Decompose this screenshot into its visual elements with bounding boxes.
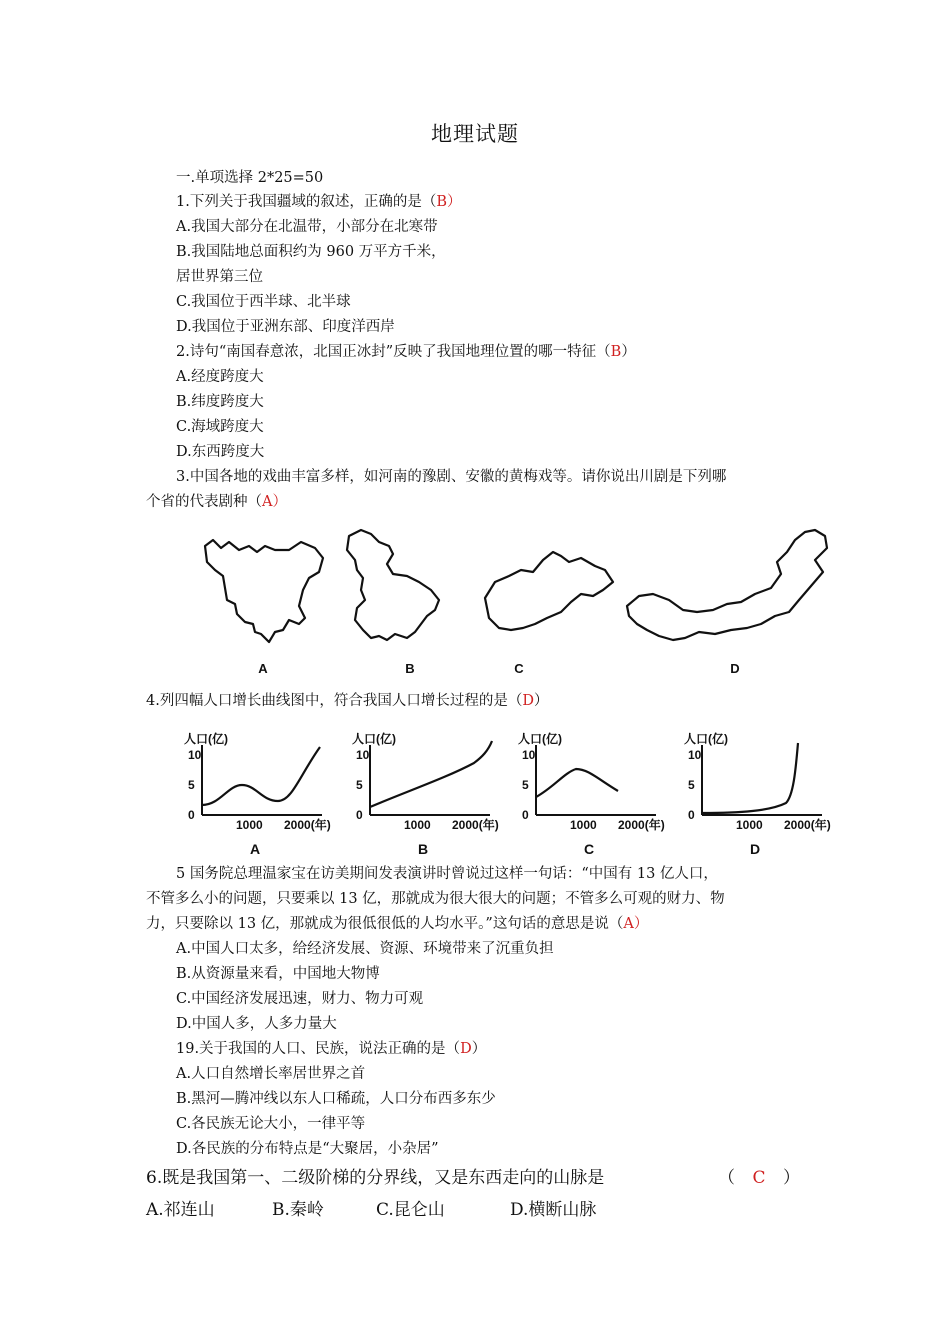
- q1-option-a: A.我国大部分在北温带，小部分在北寒带: [176, 219, 438, 235]
- graph-curve: [536, 769, 618, 797]
- graph-y-tick: 10: [522, 748, 536, 762]
- graph-x-tick: 1000: [236, 818, 263, 832]
- graph-x-tick: 1000: [404, 818, 431, 832]
- q5-option-c: C.中国经济发展迅速，财力、物力可观: [176, 991, 424, 1007]
- q19-option-d: D.各民族的分布特点是“大聚居，小杂居”: [176, 1141, 439, 1157]
- population-growth-graphs: [180, 715, 852, 860]
- graph-label-a: A: [250, 841, 261, 857]
- graph-x-tick: 2000(年): [618, 818, 665, 832]
- q2-option-c: C.海域跨度大: [176, 419, 264, 435]
- graph-y-tick: 5: [688, 778, 695, 792]
- q5-option-b: B.从资源量来看，中国地大物博: [176, 966, 380, 982]
- graph-curve: [702, 743, 798, 813]
- q2-stem: 2.诗句“南国春意浓，北国正冰封”反映了我国地理位置的哪一特征（B）: [176, 344, 636, 360]
- q2-option-b: B.纬度跨度大: [176, 394, 264, 410]
- q1-option-d: D.我国位于亚洲东部、印度洋西岸: [176, 319, 395, 335]
- q19-option-c: C.各民族无论大小，一律平等: [176, 1116, 366, 1132]
- q6-answer: C: [752, 1168, 766, 1188]
- map-label-a: A: [258, 661, 268, 676]
- q5-stem-cont-1: 不管多么小的问题，只要乘以 13 亿，那就成为很大很大的问题；不管多么可观的财力、物: [146, 891, 725, 907]
- q6-answer-bracket: （ C ）: [718, 1168, 800, 1188]
- q2-answer: B: [610, 344, 622, 360]
- section-heading: 一.单项选择 2*25=50: [176, 170, 324, 186]
- population-graph-a: [184, 731, 331, 857]
- q1-answer: B: [436, 194, 447, 210]
- graph-curve: [370, 741, 492, 807]
- q4-stem: 4.列四幅人口增长曲线图中，符合我国人口增长过程的是（D）: [146, 693, 549, 709]
- q5-answer: A: [623, 916, 634, 932]
- q5-stem: 5 国务院总理温家宝在访美期间发表演讲时曾说过这样一句话：“中国有 13 亿人口，: [176, 866, 718, 882]
- q5-option-d: D.中国人多，人多力量大: [176, 1016, 337, 1032]
- q19-answer: D: [460, 1041, 472, 1057]
- graph-y-tick: 0: [522, 808, 529, 822]
- province-map-d: [627, 530, 827, 640]
- graph-y-tick: 10: [188, 748, 202, 762]
- graph-x-tick: 2000(年): [284, 818, 331, 832]
- province-map-b: [347, 530, 439, 640]
- graph-ylabel: 人口(亿): [684, 732, 728, 746]
- q2-option-a: A.经度跨度大: [176, 369, 264, 385]
- map-label-b: B: [405, 661, 415, 676]
- q6-option-d: D.横断山脉: [510, 1200, 597, 1220]
- graph-ylabel: 人口(亿): [518, 732, 562, 746]
- q3-stem: 3.中国各地的戏曲丰富多样，如河南的豫剧、安徽的黄梅戏等。请你说出川剧是下列哪: [176, 469, 727, 485]
- graph-x-tick: 2000(年): [452, 818, 499, 832]
- graph-label-b: B: [418, 841, 429, 857]
- graph-y-tick: 0: [188, 808, 195, 822]
- q1-option-b-cont: 居世界第三位: [176, 269, 263, 285]
- q2-option-d: D.东西跨度大: [176, 444, 265, 460]
- population-graph-d: [684, 731, 831, 857]
- graph-ylabel: 人口(亿): [184, 732, 228, 746]
- q3-answer: A: [262, 494, 273, 510]
- graph-y-tick: 0: [356, 808, 363, 822]
- q6-option-c: C.昆仑山: [376, 1200, 445, 1220]
- graph-y-tick: 10: [688, 748, 702, 762]
- graph-label-c: C: [584, 841, 595, 857]
- graph-y-tick: 10: [356, 748, 370, 762]
- graph-curve: [202, 747, 320, 805]
- province-map-a: [205, 540, 323, 642]
- graph-y-tick: 5: [188, 778, 195, 792]
- graph-x-tick: 1000: [570, 818, 597, 832]
- graph-y-tick: 5: [356, 778, 363, 792]
- q3-stem-cont: 个省的代表剧种（A）: [146, 494, 287, 510]
- q19-option-a: A.人口自然增长率居世界之首: [176, 1066, 366, 1082]
- graph-x-tick: 1000: [736, 818, 763, 832]
- graph-x-tick: 2000(年): [784, 818, 831, 832]
- q1-option-b: B.我国陆地总面积约为 960 万平方千米，: [176, 244, 446, 260]
- province-map-c: [485, 552, 613, 630]
- province-outline-maps: [195, 520, 845, 685]
- q6-option-a: A.祁连山: [146, 1200, 215, 1220]
- q4-answer: D: [522, 693, 534, 709]
- q1-option-c: C.我国位于西半球、北半球: [176, 294, 351, 310]
- map-label-c: C: [514, 661, 524, 676]
- q5-stem-cont-2: 力，只要除以 13 亿，那就成为很低很低的人均水平。”这句话的意思是说（A）: [146, 916, 649, 932]
- q1-stem: 1.下列关于我国疆域的叙述，正确的是（B）: [176, 194, 462, 210]
- graph-label-d: D: [750, 841, 761, 857]
- population-graph-b: [352, 731, 499, 857]
- graph-y-tick: 5: [522, 778, 529, 792]
- population-graph-c: [518, 731, 665, 857]
- q19-stem: 19.关于我国的人口、民族，说法正确的是（D）: [176, 1041, 487, 1057]
- page-title: 地理试题: [431, 122, 519, 146]
- q6-option-b: B.秦岭: [272, 1200, 324, 1220]
- graph-ylabel: 人口(亿): [352, 732, 396, 746]
- q6-stem: 6.既是我国第一、二级阶梯的分界线，又是东西走向的山脉是: [146, 1168, 605, 1188]
- q19-option-b: B.黑河—腾冲线以东人口稀疏，人口分布西多东少: [176, 1091, 496, 1107]
- graph-y-tick: 0: [688, 808, 695, 822]
- map-label-d: D: [730, 661, 740, 676]
- q5-option-a: A.中国人口太多，给经济发展、资源、环境带来了沉重负担: [176, 941, 554, 957]
